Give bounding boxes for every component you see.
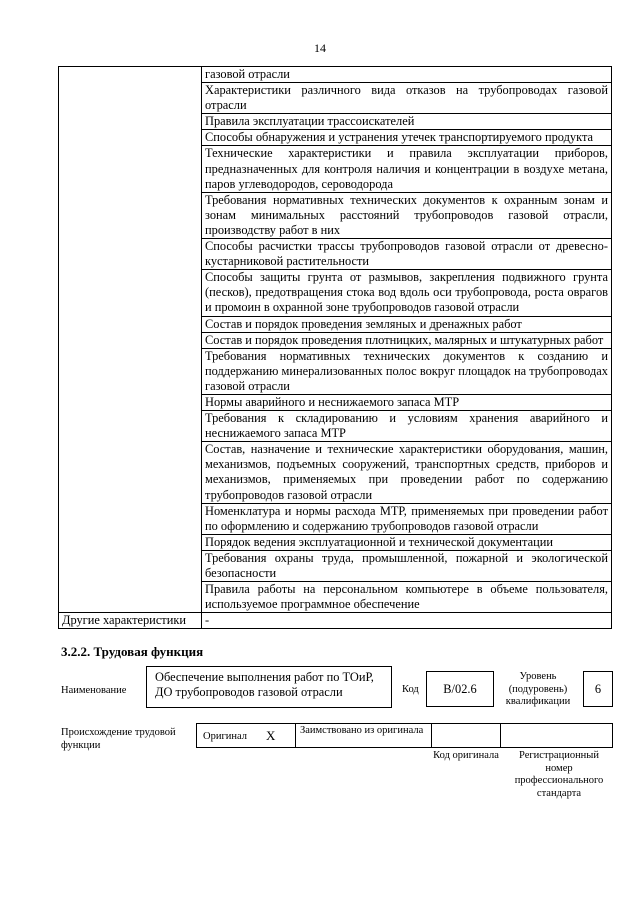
- level-value: 6: [594, 681, 602, 696]
- original-mark: X: [266, 728, 276, 743]
- requirement-cell: газовой отрасли: [202, 67, 612, 83]
- level-box: [583, 671, 613, 707]
- requirement-cell: Состав и порядок проведения земляных и дренажных работ: [202, 316, 612, 332]
- origin-label: Происхождение трудовой функции: [61, 727, 176, 751]
- function-name-box: [146, 666, 392, 708]
- original-label: Оригинал: [203, 731, 247, 742]
- requirements-table: [58, 66, 612, 629]
- level-label: Уровень (подуровень) квалификации: [505, 671, 571, 707]
- requirement-cell: Способы защиты грунта от размывов, закрепления подвижного грунта (песков), предотвращения стока вод вдоль оси трубопровода, роста оврагов и промоин в охранной зоне трубопроводов газовой отрасли: [202, 270, 612, 316]
- requirement-cell: Правила эксплуатации трассоискателей: [202, 114, 612, 130]
- function-name-label: Наименование: [61, 685, 127, 696]
- requirement-cell: Способы расчистки трассы трубопроводов газовой отрасли от древесно-кустарниковой растительности: [202, 239, 612, 270]
- requirement-cell: Требования нормативных технических документов к охранным зонам и зонам минимальных расстояний трубопроводов газовой отрасли, производству работ в них: [202, 192, 612, 238]
- requirement-cell: Номенклатура и нормы расхода МТР, применяемых при проведении работ по оформлению и содержанию трубопроводов газовой отрасли: [202, 503, 612, 534]
- requirement-cell: Порядок ведения эксплуатационной и технической документации: [202, 534, 612, 550]
- code-label: Код: [402, 684, 419, 695]
- requirement-cell: Требования к складированию и условиям хранения аварийного и неснижаемого запаса МТР: [202, 411, 612, 442]
- table-row: [59, 67, 612, 83]
- requirement-cell: Состав, назначение и технические характеристики оборудования, машин, механизмов, подъемных сооружений, транспортных средств, приборов и механизмов, применяемых при проведении работ по содержанию трубопроводов газовой отрасли: [202, 442, 612, 503]
- origin-divider-3: [500, 723, 501, 748]
- borrowed-label: Заимствовано из оригинала: [300, 725, 424, 736]
- page-number: 14: [314, 41, 326, 55]
- code-original-caption: Код оригинала: [433, 750, 499, 761]
- origin-divider-2: [431, 723, 432, 748]
- requirement-cell: Состав и порядок проведения плотницких, малярных и штукатурных работ: [202, 332, 612, 348]
- left-cell-empty: [59, 67, 202, 613]
- section-heading: 3.2.2. Трудовая функция: [61, 644, 204, 659]
- requirement-cell: Характеристики различного вида отказов на трубопроводах газовой отрасли: [202, 83, 612, 114]
- other-characteristics-value: -: [202, 613, 612, 629]
- requirement-cell: Нормы аварийного и неснижаемого запаса МТР: [202, 394, 612, 410]
- code-box: [426, 671, 494, 707]
- other-characteristics-label: Другие характеристики: [59, 613, 202, 629]
- requirement-cell: Способы обнаружения и устранения утечек транспортируемого продукта: [202, 130, 612, 146]
- origin-divider-1: [295, 723, 296, 748]
- requirement-cell: Технические характеристики и правила эксплуатации приборов, предназначенных для контроля наличия и концентрации в воздухе метана, паров углеводородов, сероводорода: [202, 146, 612, 192]
- function-name-value: Обеспечение выполнения работ по ТОиР, ДО трубопроводов газовой отрасли: [155, 670, 374, 699]
- requirement-cell: Требования нормативных технических документов к созданию и поддержанию минерализованных полос вокруг площадок на трубопроводах газовой отрасли: [202, 348, 612, 394]
- code-value: B/02.6: [443, 681, 477, 696]
- requirement-cell: Правила работы на персональном компьютере в объеме пользователя, используемое программное обеспечение: [202, 582, 612, 613]
- requirement-cell: Требования охраны труда, промышленной, пожарной и экологической безопасности: [202, 550, 612, 581]
- reg-number-caption: Регистрационный номер профессионального стандарта: [514, 750, 604, 799]
- table-row-other: [59, 613, 612, 629]
